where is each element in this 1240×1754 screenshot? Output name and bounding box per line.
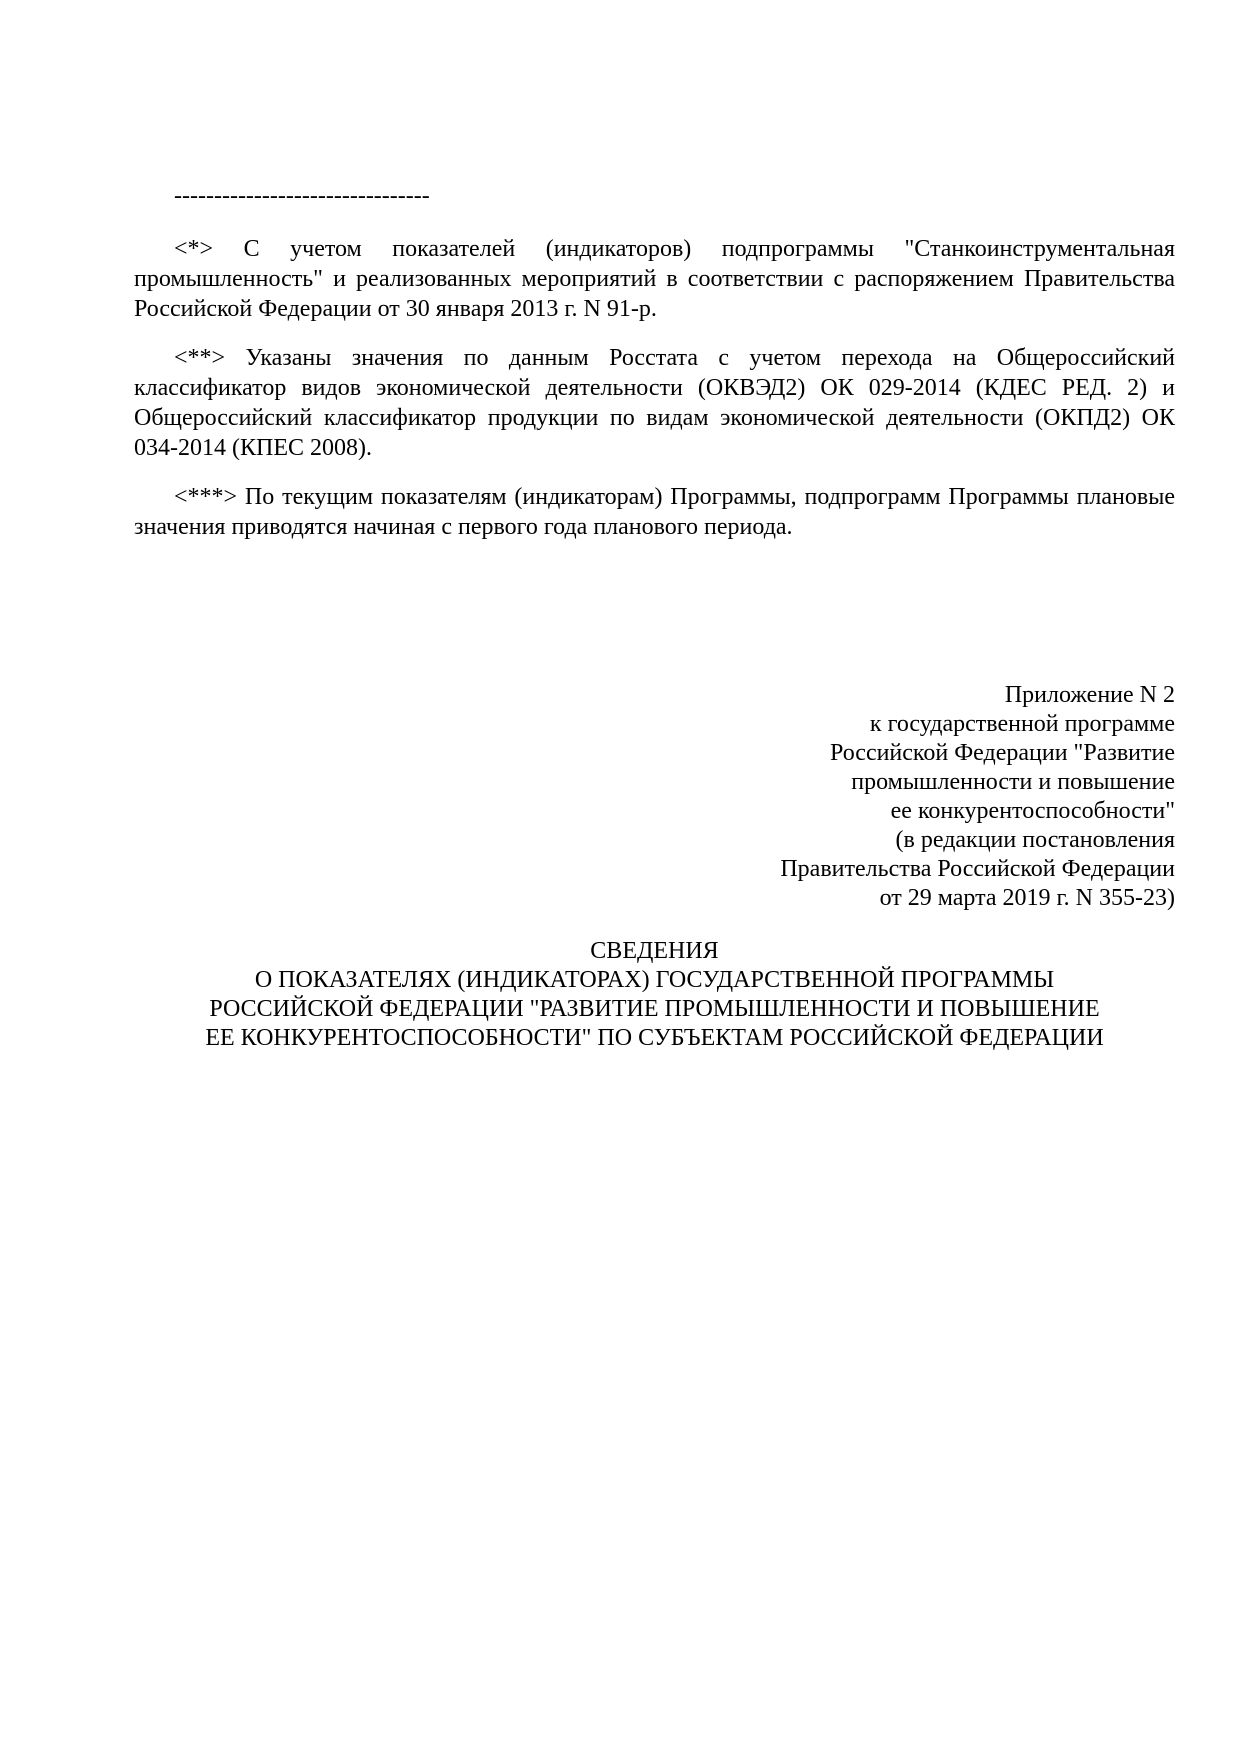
footnote-separator: --------------------------------	[174, 183, 430, 209]
appendix-line: к государственной программе	[869, 711, 1175, 737]
appendix-line: Российской Федерации "Развитие	[829, 740, 1175, 766]
heading-line: ЕЕ КОНКУРЕНТОСПОСОБНОСТИ" ПО СУБЪЕКТАМ РОССИЙСКОЙ ФЕДЕРАЦИИ	[205, 1025, 1104, 1051]
appendix-note	[655, 681, 1175, 913]
appendix-line: (в редакции постановления	[895, 827, 1175, 853]
heading-line: РОССИЙСКОЙ ФЕДЕРАЦИИ "РАЗВИТИЕ ПРОМЫШЛЕННОСТИ И ПОВЫШЕНИЕ	[209, 996, 1100, 1022]
appendix-line: от 29 марта 2019 г. N 355-23)	[879, 885, 1175, 911]
appendix-line: Приложение N 2	[1004, 682, 1175, 708]
footnote-3: <***> По текущим показателям (индикаторам) Программы, подпрограмм Программы плановые значения приводятся начиная с первого года планового периода.	[134, 484, 1175, 540]
appendix-line: промышленности и повышение	[851, 769, 1175, 795]
footnote-1: <*> С учетом показателей (индикаторов) подпрограммы "Станкоинструментальная промышленность" и реализованных мероприятий в соответствии с распоряжением Правительства Российской Федерации от 30 января 2013 г. N 91-р.	[134, 236, 1175, 322]
footnote-2: <**> Указаны значения по данным Росстата с учетом перехода на Общероссийский классификатор видов экономической деятельности (ОКВЭД2) ОК 029-2014 (КДЕС РЕД. 2) и Общероссийский классификатор продукции по видам экономической деятельности (ОКПД2) ОК 034-2014 (КПЕС 2008).	[134, 345, 1175, 461]
appendix-line: Правительства Российской Федерации	[780, 856, 1175, 882]
heading-line: О ПОКАЗАТЕЛЯХ (ИНДИКАТОРАХ) ГОСУДАРСТВЕННОЙ ПРОГРАММЫ	[254, 967, 1055, 993]
section-heading	[134, 937, 1175, 1053]
appendix-line: ее конкурентоспособности"	[890, 798, 1175, 824]
heading-title: СВЕДЕНИЯ	[590, 938, 719, 964]
